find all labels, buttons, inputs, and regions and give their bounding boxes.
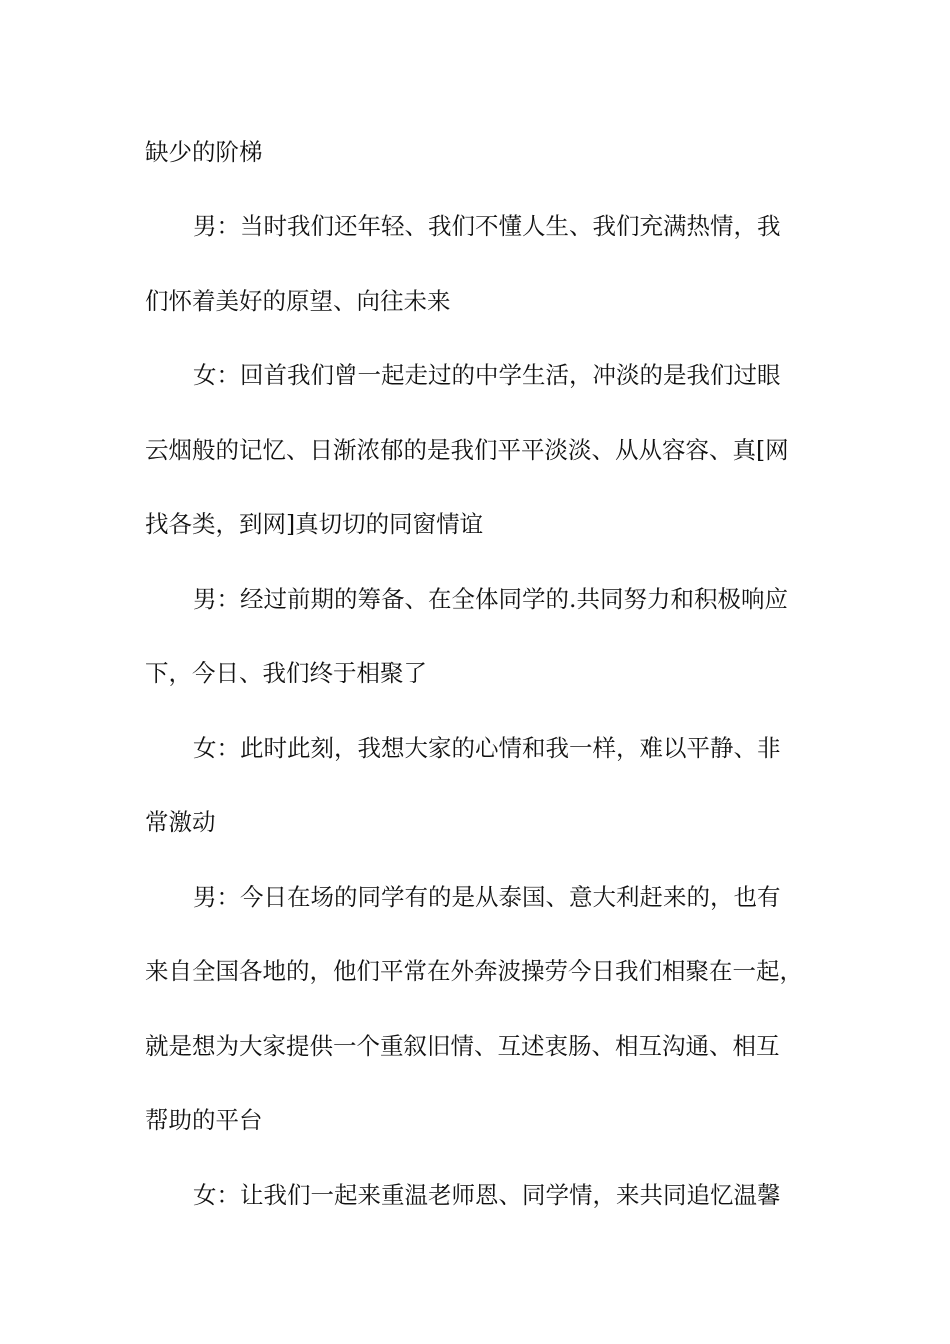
- paragraph-line: 男：今日在场的同学有的是从泰国、意大利赶来的，也有: [193, 883, 781, 911]
- paragraph-line: 男：经过前期的筹备、在全体同学的.共同努力和积极响应: [193, 585, 788, 613]
- paragraph-line: 女：让我们一起来重温老师恩、同学情，来共同追忆温馨: [193, 1181, 781, 1209]
- paragraph-line: 女：此时此刻，我想大家的心情和我一样，难以平静、非: [193, 734, 781, 762]
- paragraph-line: 男：当时我们还年轻、我们不懂人生、我们充满热情，我: [193, 212, 781, 240]
- text-line: 常激动: [145, 808, 216, 836]
- text-line: 找各类，到网]真切切的同窗情谊: [145, 510, 484, 538]
- text-line: 云烟般的记忆、日渐浓郁的是我们平平淡淡、从从容容、真[网: [145, 436, 789, 464]
- text-line: 下，今日、我们终于相聚了: [145, 659, 427, 687]
- text-line: 帮助的平台: [145, 1106, 263, 1134]
- text-line: 就是想为大家提供一个重叙旧情、互述衷肠、相互沟通、相互: [145, 1032, 780, 1060]
- text-line: 们怀着美好的原望、向往未来: [145, 287, 451, 315]
- paragraph-line: 女：回首我们曾一起走过的中学生活，冲淡的是我们过眼: [193, 361, 781, 389]
- text-line: 来自全国各地的，他们平常在外奔波操劳今日我们相聚在一起，: [145, 957, 803, 985]
- text-line: 缺少的阶梯: [145, 138, 263, 166]
